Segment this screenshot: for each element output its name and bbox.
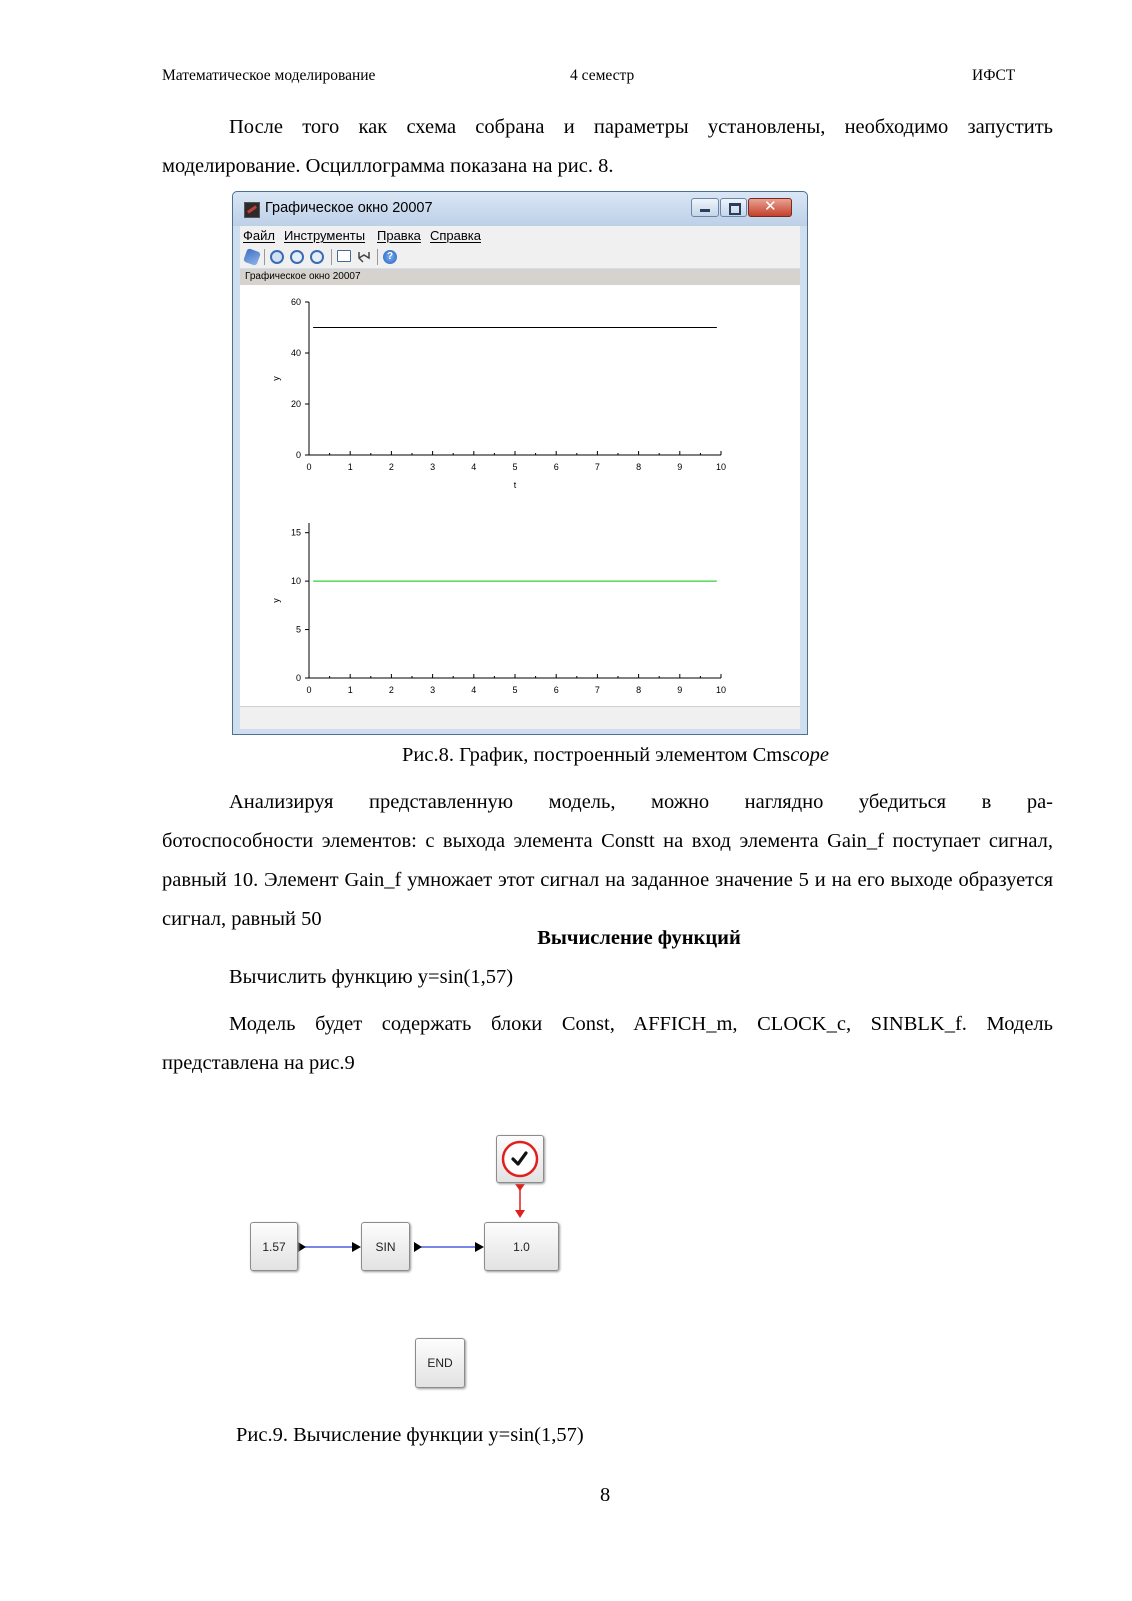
plot-1-x-tick-label: 9 — [677, 462, 683, 472]
const-output-port — [298, 1242, 306, 1252]
plot-2-y-tick-label: 15 — [290, 527, 301, 538]
figure-8-caption-italic: cope — [790, 744, 829, 766]
close-icon: ✕ — [764, 197, 777, 215]
plot-1-y-tick-label: 20 — [290, 399, 301, 409]
display-input-port — [475, 1242, 484, 1252]
plot-1-x-tick-label: 10 — [715, 462, 727, 472]
plot-2-x-tick-label: 5 — [512, 685, 518, 695]
window-title: Графическое окно 20007 — [265, 200, 433, 216]
menu-edit[interactable]: Правка — [377, 228, 421, 243]
sin-input-port — [352, 1242, 361, 1252]
display-event-port — [515, 1210, 525, 1218]
header-center: 4 семестр — [570, 67, 635, 84]
plot-2-x-tick-label: 0 — [306, 685, 312, 695]
end-block[interactable]: END — [415, 1338, 465, 1388]
menu-help[interactable]: Справка — [430, 228, 481, 243]
header-left: Математическое моделирование — [162, 67, 376, 84]
plot-2-x-tick-label: 1 — [347, 685, 353, 695]
plot-1-x-tick-label: 3 — [430, 462, 436, 472]
header-right: ИФСТ — [972, 67, 1016, 84]
paragraph-4-line-1: Модель будет содержать блоки Const, AFFICH_m, CLOCK_c, SINBLK_f. Модель — [229, 1013, 1053, 1035]
plot-1-y-axis-label: y — [271, 376, 281, 381]
plot-2-y-tick-label: 0 — [295, 673, 301, 683]
plot-1-x-tick-label: 5 — [512, 462, 518, 472]
plot-2-x-tick-label: 10 — [715, 685, 727, 695]
plot-2-x-tick-label: 6 — [553, 685, 559, 695]
paragraph-2-rest: ботоспособности элементов: с выхода элемента Constt на вход элемента Gain_f поступает сигнал, равный 10. Элемент Gain_f умножает этот сигнал на заданное значение 5 и на его выходе образуется сигнал, равный 50 — [162, 830, 1053, 930]
help-icon[interactable]: ? — [383, 250, 397, 264]
plot-2-x-tick-label: 3 — [430, 685, 436, 695]
display-block[interactable]: 1.0 — [484, 1222, 559, 1271]
paragraph-3: Вычислить функцию y=sin(1,57) — [229, 966, 514, 988]
section-heading: Вычисление функций — [537, 927, 741, 949]
plot-2-x-tick-label: 4 — [471, 685, 477, 695]
plot-1-x-axis-label: t — [513, 480, 517, 490]
paragraph-2-line-1: Анализируя представленную модель, можно наглядно убедиться в ра- — [229, 791, 1053, 813]
plot-1-x-tick-label: 4 — [471, 462, 477, 472]
plot-2-x-tick-label: 9 — [677, 685, 683, 695]
plot-1-x-tick-label: 8 — [636, 462, 642, 472]
sin-output-port — [414, 1242, 422, 1252]
figure-label: Графическое окно 20007 — [240, 269, 800, 285]
clock-block[interactable] — [496, 1135, 544, 1183]
plot-2-y-tick-label: 5 — [295, 624, 301, 635]
plot-1-y-tick-label: 40 — [290, 348, 301, 358]
paragraph-1-line-1: После того как схема собрана и параметры установлены, необходимо запустить — [229, 116, 1053, 138]
clock-icon — [500, 1139, 540, 1179]
page-number: 8 — [600, 1484, 611, 1506]
plot-2-x-tick-label: 7 — [594, 685, 600, 695]
plot-1-x-tick-label: 2 — [388, 462, 394, 472]
sin-block[interactable]: SIN — [361, 1222, 410, 1271]
plot-1-x-tick-label: 6 — [553, 462, 559, 472]
figure-9-caption: Рис.9. Вычисление функции y=sin(1,57) — [236, 1424, 584, 1446]
plot-2-y-tick-label: 10 — [290, 576, 301, 587]
paragraph-4-line-2: представлена на рис.9 — [162, 1052, 355, 1074]
paragraph-1-line-2: моделирование. Осциллограмма показана на рис. 8. — [162, 155, 614, 177]
plot-1-x-tick-label: 0 — [306, 462, 312, 472]
plot-1-x-tick-label: 7 — [594, 462, 600, 472]
menu-tools[interactable]: Инструменты — [284, 228, 366, 243]
plot-1-x-tick-label: 1 — [347, 462, 353, 472]
plot-1-y-tick-label: 60 — [290, 297, 301, 307]
const-block[interactable]: 1.57 — [250, 1222, 298, 1271]
menu-file[interactable]: Файл — [243, 228, 275, 243]
clock-output-port — [515, 1184, 525, 1191]
plot-2-x-tick-label: 8 — [636, 685, 642, 695]
plot-1-y-tick-label: 0 — [295, 450, 301, 460]
figure-8-caption-text: Рис.8. График, построенный элементом Cms — [402, 744, 791, 766]
plot-2-x-tick-label: 2 — [388, 685, 394, 695]
plot-2-y-axis-label: y — [271, 598, 281, 603]
